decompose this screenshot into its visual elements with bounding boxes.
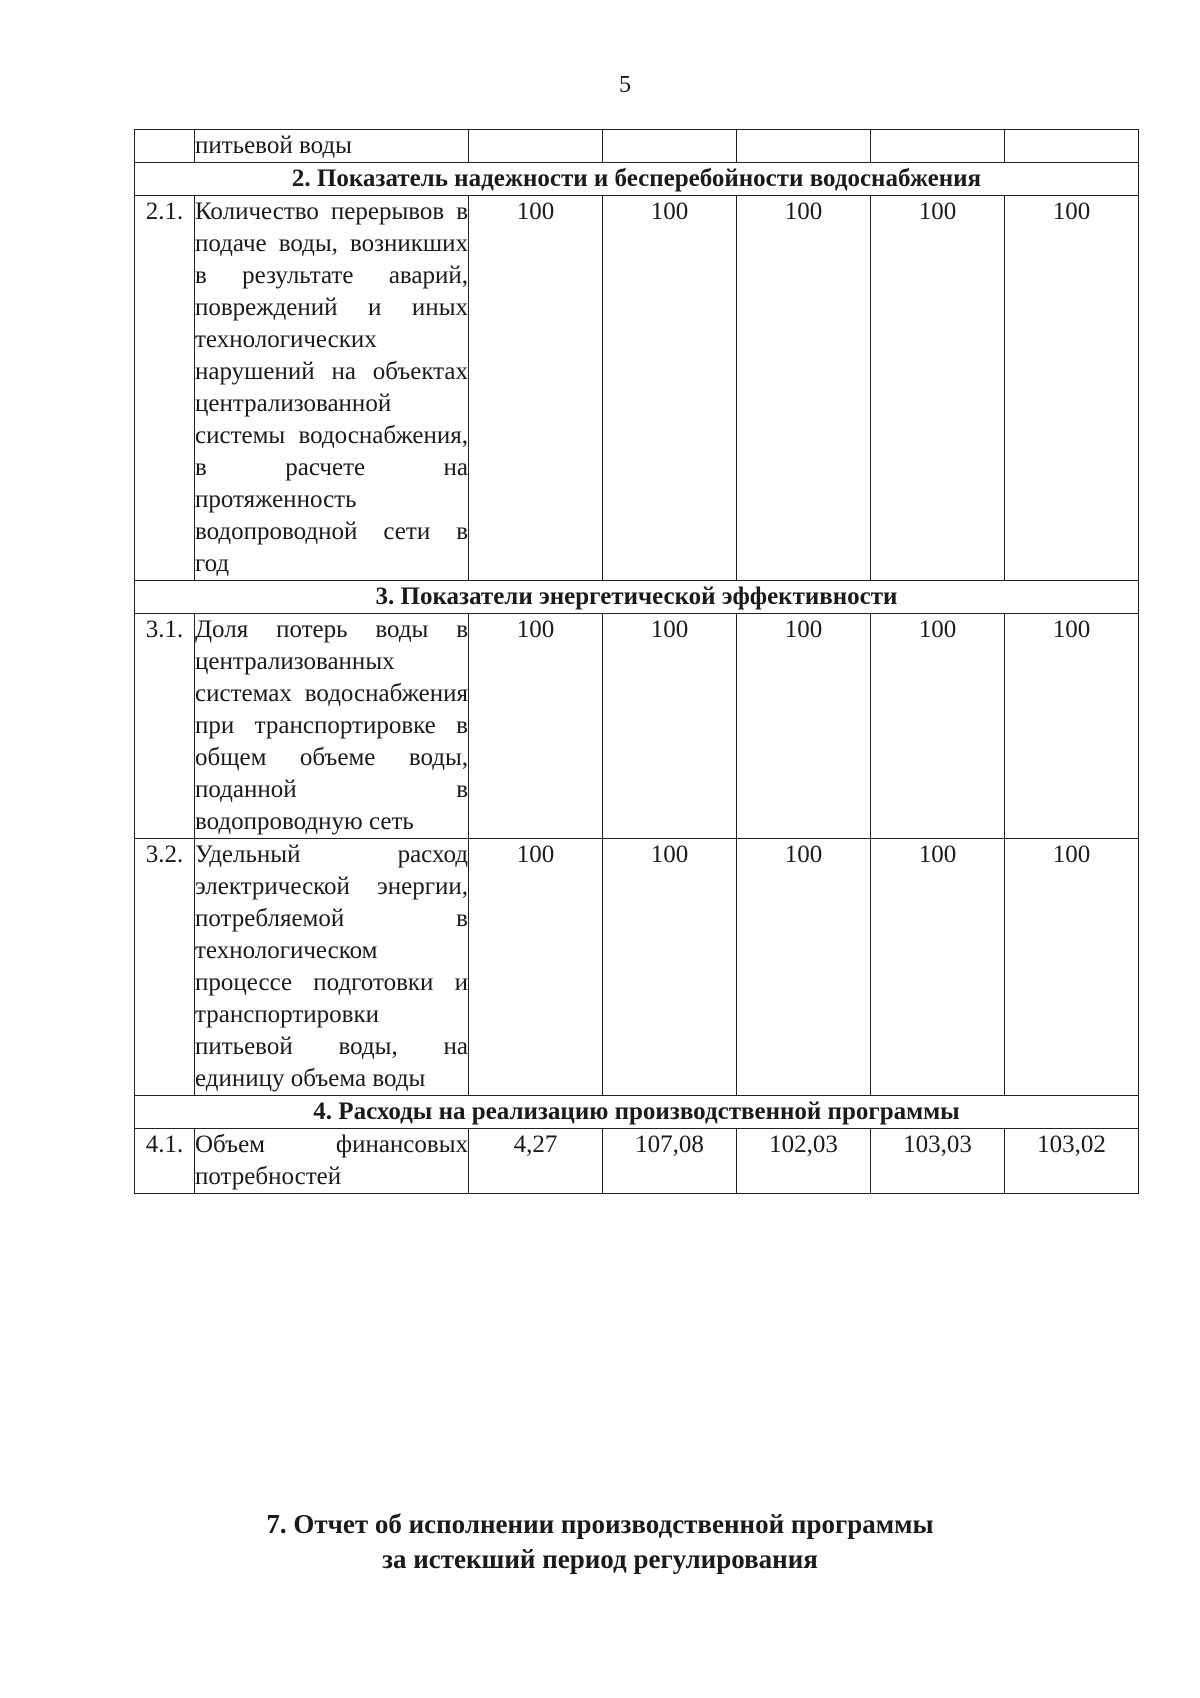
row-value: 100 bbox=[737, 196, 871, 581]
row-number: 4.1. bbox=[135, 1129, 195, 1194]
row-value: 100 bbox=[469, 839, 603, 1096]
row-description: Объем финансовых потребностей bbox=[195, 1129, 469, 1194]
row-number: 2.1. bbox=[135, 196, 195, 581]
row-value: 103,02 bbox=[1005, 1129, 1139, 1194]
section-title-expenses: 4. Расходы на реализацию производственной программы bbox=[135, 1096, 1139, 1129]
row-number-cell bbox=[135, 130, 195, 163]
row-value: 103,03 bbox=[871, 1129, 1005, 1194]
table-row bbox=[135, 196, 1139, 581]
row-description: Доля потерь воды в централизованных системах водоснабжения при транспортировке в общем объеме воды, поданной в водопроводную сеть bbox=[195, 614, 469, 839]
row-value: 107,08 bbox=[603, 1129, 737, 1194]
row-value: 100 bbox=[1005, 839, 1139, 1096]
row-value bbox=[603, 130, 737, 163]
row-number: 3.1. bbox=[135, 614, 195, 839]
report-section-title-line2: за истекший период регулирования bbox=[382, 1544, 818, 1574]
page-number: 5 bbox=[619, 72, 631, 98]
row-value: 100 bbox=[737, 614, 871, 839]
row-value: 100 bbox=[603, 614, 737, 839]
section-header-row bbox=[135, 1096, 1139, 1129]
table-row bbox=[135, 1129, 1139, 1194]
row-value: 100 bbox=[737, 839, 871, 1096]
section-header-row bbox=[135, 163, 1139, 196]
indicators-table bbox=[134, 129, 1139, 1194]
row-description: Удельный расход электрической энергии, потребляемой в технологическом процессе подготовки и транспортировки питьевой воды, на единицу объема воды bbox=[195, 839, 469, 1096]
report-section-title-line1: 7. Отчет об исполнении производственной программы bbox=[266, 1509, 934, 1539]
row-number: 3.2. bbox=[135, 839, 195, 1096]
row-value bbox=[737, 130, 871, 163]
row-value: 100 bbox=[603, 839, 737, 1096]
table-row bbox=[135, 839, 1139, 1096]
row-value: 100 bbox=[1005, 196, 1139, 581]
report-section-title bbox=[0, 1507, 1200, 1577]
section-header-row bbox=[135, 581, 1139, 614]
row-value: 100 bbox=[603, 196, 737, 581]
row-value: 102,03 bbox=[737, 1129, 871, 1194]
row-value: 100 bbox=[469, 196, 603, 581]
table-row-continuation bbox=[135, 130, 1139, 163]
table-row bbox=[135, 614, 1139, 839]
row-value: 100 bbox=[1005, 614, 1139, 839]
row-value: 100 bbox=[871, 614, 1005, 839]
row-value bbox=[1005, 130, 1139, 163]
row-value bbox=[469, 130, 603, 163]
section-title-reliability: 2. Показатель надежности и бесперебойности водоснабжения bbox=[135, 163, 1139, 196]
row-value: 100 bbox=[871, 839, 1005, 1096]
row-value: 100 bbox=[871, 196, 1005, 581]
row-description: питьевой воды bbox=[195, 130, 469, 163]
section-title-energy: 3. Показатели энергетической эффективности bbox=[135, 581, 1139, 614]
row-value: 100 bbox=[469, 614, 603, 839]
row-description: Количество перерывов в подаче воды, возникших в результате аварий, повреждений и иных технологических нарушений на объектах централизованной системы водоснабжения, в расчете на протяженность водопроводной сети в год bbox=[195, 196, 469, 581]
row-value: 4,27 bbox=[469, 1129, 603, 1194]
row-value bbox=[871, 130, 1005, 163]
